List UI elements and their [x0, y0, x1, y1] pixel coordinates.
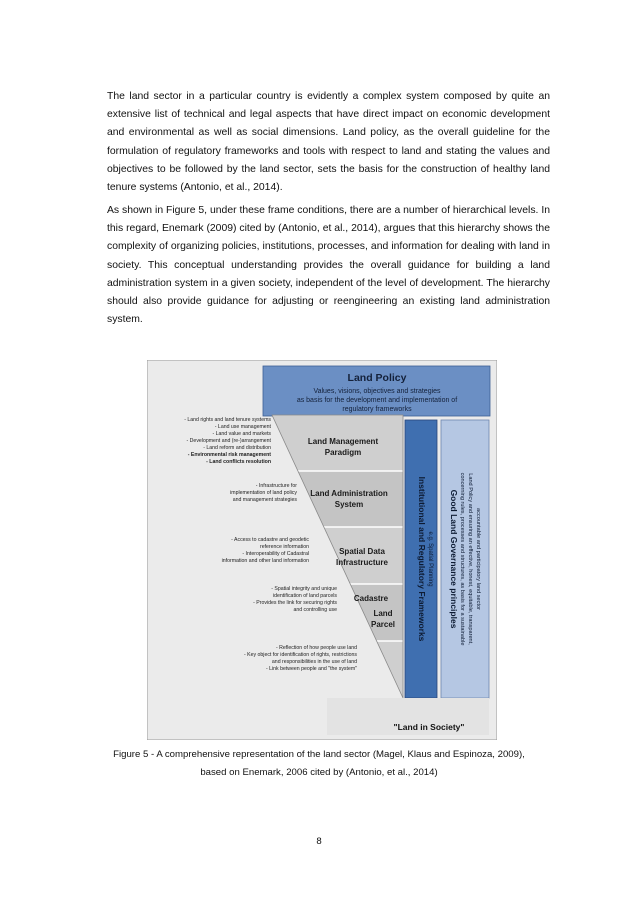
annotation-line: and controlling use	[293, 607, 337, 613]
annotation-line: - Access to cadastre and geodetic	[231, 537, 309, 543]
level-label-sdi: Spatial Data	[339, 547, 385, 556]
level-label-land-parcel: Land	[373, 609, 393, 618]
annotation-line: and responsibilities in the use of land	[271, 659, 357, 665]
annotation-line: identification of land parcels	[272, 593, 337, 599]
good-governance-line: concerning rules, processes and structures, as basis for a sustainable	[459, 472, 465, 646]
level-label-land-parcel: Parcel	[370, 620, 396, 629]
land-policy-line: Values, visions, objectives and strategies	[313, 388, 441, 395]
figure-caption-line-1: Figure 5 - A comprehensive representation of the land sector (Magel, Klaus and Espinoza, 2009),	[113, 749, 525, 760]
annotation-line: - Land conflicts resolution	[206, 459, 271, 465]
annotation-line: - Interoperability of Cadastral	[242, 551, 309, 557]
land-policy-title: Land Policy	[347, 372, 407, 384]
level-label-land-administration: System	[334, 500, 364, 509]
annotation-line: reference information	[259, 544, 309, 550]
annotation-line: - Land reform and distribution	[203, 445, 271, 451]
annotation-line: and management strategies	[232, 497, 297, 503]
level-label-land-management: Paradigm	[324, 448, 362, 457]
annotation-line: - Land value and markets	[212, 431, 271, 437]
level-label-land-management: Land Management	[307, 437, 379, 446]
annotation-line: - Link between people and "the system"	[265, 666, 357, 672]
institutional-frameworks-title: Institutional and Regulatory Frameworks	[417, 476, 427, 642]
land-policy-line: as basis for the development and implementation of	[296, 397, 458, 404]
level-label-cadastre: Cadastre	[353, 594, 389, 603]
annotation-line: - Infrastructure for	[255, 483, 297, 489]
annotation-line: - Provides the link for securing rights	[253, 600, 337, 606]
institutional-frameworks-sub: e.g. Spatial Planning	[427, 531, 433, 587]
annotation-line: - Land rights and land tenure systems	[184, 417, 271, 423]
level-label-land-administration: Land Administration	[310, 489, 388, 498]
land-sector-diagram	[147, 360, 497, 740]
annotation-line: - Development and (re-)arrangement	[186, 438, 271, 444]
level-label-sdi: Infrastructure	[335, 558, 389, 567]
figure-5	[147, 360, 497, 740]
figure-caption-line-2: based on Enemark, 2006 cited by (Antonio, et al., 2014)	[200, 767, 438, 778]
good-governance-line: Land Policy and ensuring an effective, honest, equitable, transparent,	[467, 473, 473, 645]
annotation-line: - Reflection of how people use land	[275, 645, 357, 651]
annotation-line: information and other land information	[221, 558, 309, 564]
land-policy-line: regulatory frameworks	[342, 406, 412, 413]
annotation-line: - Spatial integrity and unique	[271, 586, 337, 592]
annotation-line: - Land use management	[214, 424, 271, 430]
body-paragraph-2: As shown in Figure 5, under these frame conditions, there are a number of hierarchical levels. In this regard, Enemark (2009) cited by (Antonio, et al., 2014), argues that this hierarchy shows the complexity of organizing policies, institutions, processes, and information for dealing with land in society. This conceptual understanding provides the overall guidance for building a land administration system in a given society, independent of the level of development. The hierarchy should also provide guidance for adjusting or reengineering an existing land administration system.	[107, 205, 550, 326]
annotation-line: implementation of land policy	[230, 490, 297, 496]
annotation-line: - Environmental risk management	[187, 452, 271, 458]
good-governance-title: Good Land Governance principles	[449, 489, 459, 629]
good-governance-line: accountable and participatory land sector	[475, 508, 481, 610]
page-number: 8	[316, 836, 322, 847]
land-in-society-label: "Land in Society"	[393, 722, 465, 732]
body-paragraph-1: The land sector in a particular country is evidently a complex system composed by quite an extensive list of technical and legal aspects that have direct impact on economic development and environmental as well as social dimensions. Land policy, as the overall guideline for the formulation of regulatory frameworks and tools with respect to land and stating the values and objectives to be followed by the land sector, sets the basis for the construction of healthy land tenure systems (Antonio, et al., 2014).	[107, 91, 550, 194]
annotation-line: - Key object for identification of rights, restrictions	[243, 652, 357, 658]
